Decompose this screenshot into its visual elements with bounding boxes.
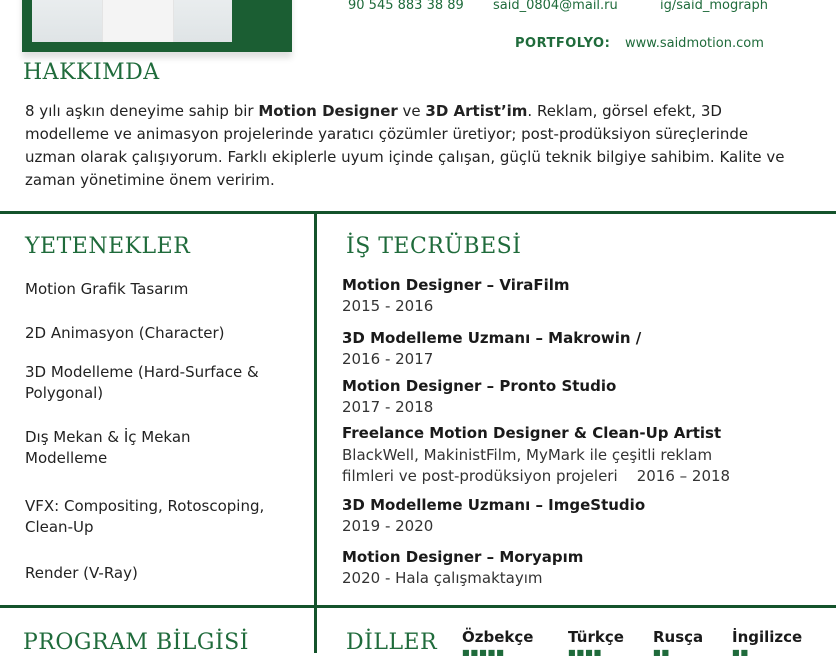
program-heading: PROGRAM BİLGİSİ bbox=[23, 630, 249, 655]
language-level-indicator: ■■■■■ bbox=[462, 648, 505, 657]
experience-title: 3D Modelleme Uzmanı – ImgeStudio bbox=[342, 496, 646, 514]
instagram-handle[interactable]: ig/said_mograph bbox=[660, 0, 769, 13]
language-level-indicator: ■■ bbox=[653, 648, 671, 657]
phone-number: 90 545 883 38 89 bbox=[348, 0, 464, 13]
language-item: İngilizce bbox=[732, 628, 803, 646]
about-paragraph: 8 yılı aşkın deneyime sahip bir Motion Designer ve 3D Artist’im. Reklam, görsel efekt, 3D modelleme ve animasyon projelerinde yaratıcı çözümler üretiyor; post-prodüksiyon süreçlerinde uzman olarak çalışıyorum. Farklı ekiplerle uyum içinde çalışan, güçlü teknik bilgiye sahibim. Kalite ve zaman yönetimine önem veririm. bbox=[25, 102, 785, 189]
email-address[interactable]: said_0804@mail.ru bbox=[493, 0, 618, 13]
portfolio-label: PORTFOLYO: bbox=[515, 36, 611, 51]
language-item: Rusça bbox=[653, 628, 704, 646]
experience-heading: İŞ TECRÜBESİ bbox=[346, 234, 522, 259]
language-item: Türkçe bbox=[568, 628, 624, 646]
skill-item: 2D Animasyon (Character) bbox=[25, 324, 225, 342]
experience-title: Freelance Motion Designer & Clean-Up Artist bbox=[342, 424, 722, 442]
profile-photo-person bbox=[102, 0, 174, 42]
experience-description: filmleri ve post-prodüksiyon projeleri 2016 – 2018 bbox=[342, 467, 731, 485]
experience-description: BlackWell, MakinistFilm, MyMark ile çeşitli reklam bbox=[342, 446, 713, 464]
language-level-indicator: ■■■■ bbox=[568, 648, 603, 657]
column-divider bbox=[314, 211, 317, 607]
experience-dates: 2015 - 2016 bbox=[342, 297, 434, 315]
experience-title: Motion Designer – Pronto Studio bbox=[342, 377, 617, 395]
experience-title: Motion Designer – ViraFilm bbox=[342, 276, 570, 294]
skills-heading: YETENEKLER bbox=[25, 234, 191, 259]
experience-dates: 2019 - 2020 bbox=[342, 517, 434, 535]
role-motion-designer: Motion Designer bbox=[258, 102, 398, 120]
skill-item: Motion Grafik Tasarım bbox=[25, 280, 189, 298]
language-level-indicator: ■■ bbox=[732, 648, 750, 657]
section-divider-top bbox=[0, 211, 836, 214]
role-3d-artist: 3D Artist’im bbox=[425, 102, 528, 120]
section-divider-bottom bbox=[0, 605, 836, 608]
column-divider-lower bbox=[314, 605, 317, 653]
languages-heading: DİLLER bbox=[346, 630, 438, 655]
experience-dates: 2017 - 2018 bbox=[342, 398, 434, 416]
profile-photo-frame bbox=[22, 0, 292, 52]
experience-title: Motion Designer – Moryapım bbox=[342, 548, 584, 566]
portfolio-link[interactable]: www.saidmotion.com bbox=[625, 36, 764, 51]
language-item: Özbekçe bbox=[462, 628, 534, 646]
profile-photo bbox=[32, 0, 232, 42]
skill-item: 3D Modelleme (Hard-Surface & Polygonal) bbox=[25, 363, 259, 402]
experience-dates: 2020 - Hala çalışmaktayım bbox=[342, 569, 543, 587]
experience-dates: 2016 - 2017 bbox=[342, 350, 434, 368]
skill-item: Dış Mekan & İç Mekan Modelleme bbox=[25, 428, 191, 467]
skill-item: Render (V-Ray) bbox=[25, 564, 138, 582]
about-heading: HAKKIMDA bbox=[23, 60, 160, 85]
experience-title: 3D Modelleme Uzmanı – Makrowin / bbox=[342, 329, 642, 347]
skill-item: VFX: Compositing, Rotoscoping, Clean-Up bbox=[25, 497, 265, 536]
